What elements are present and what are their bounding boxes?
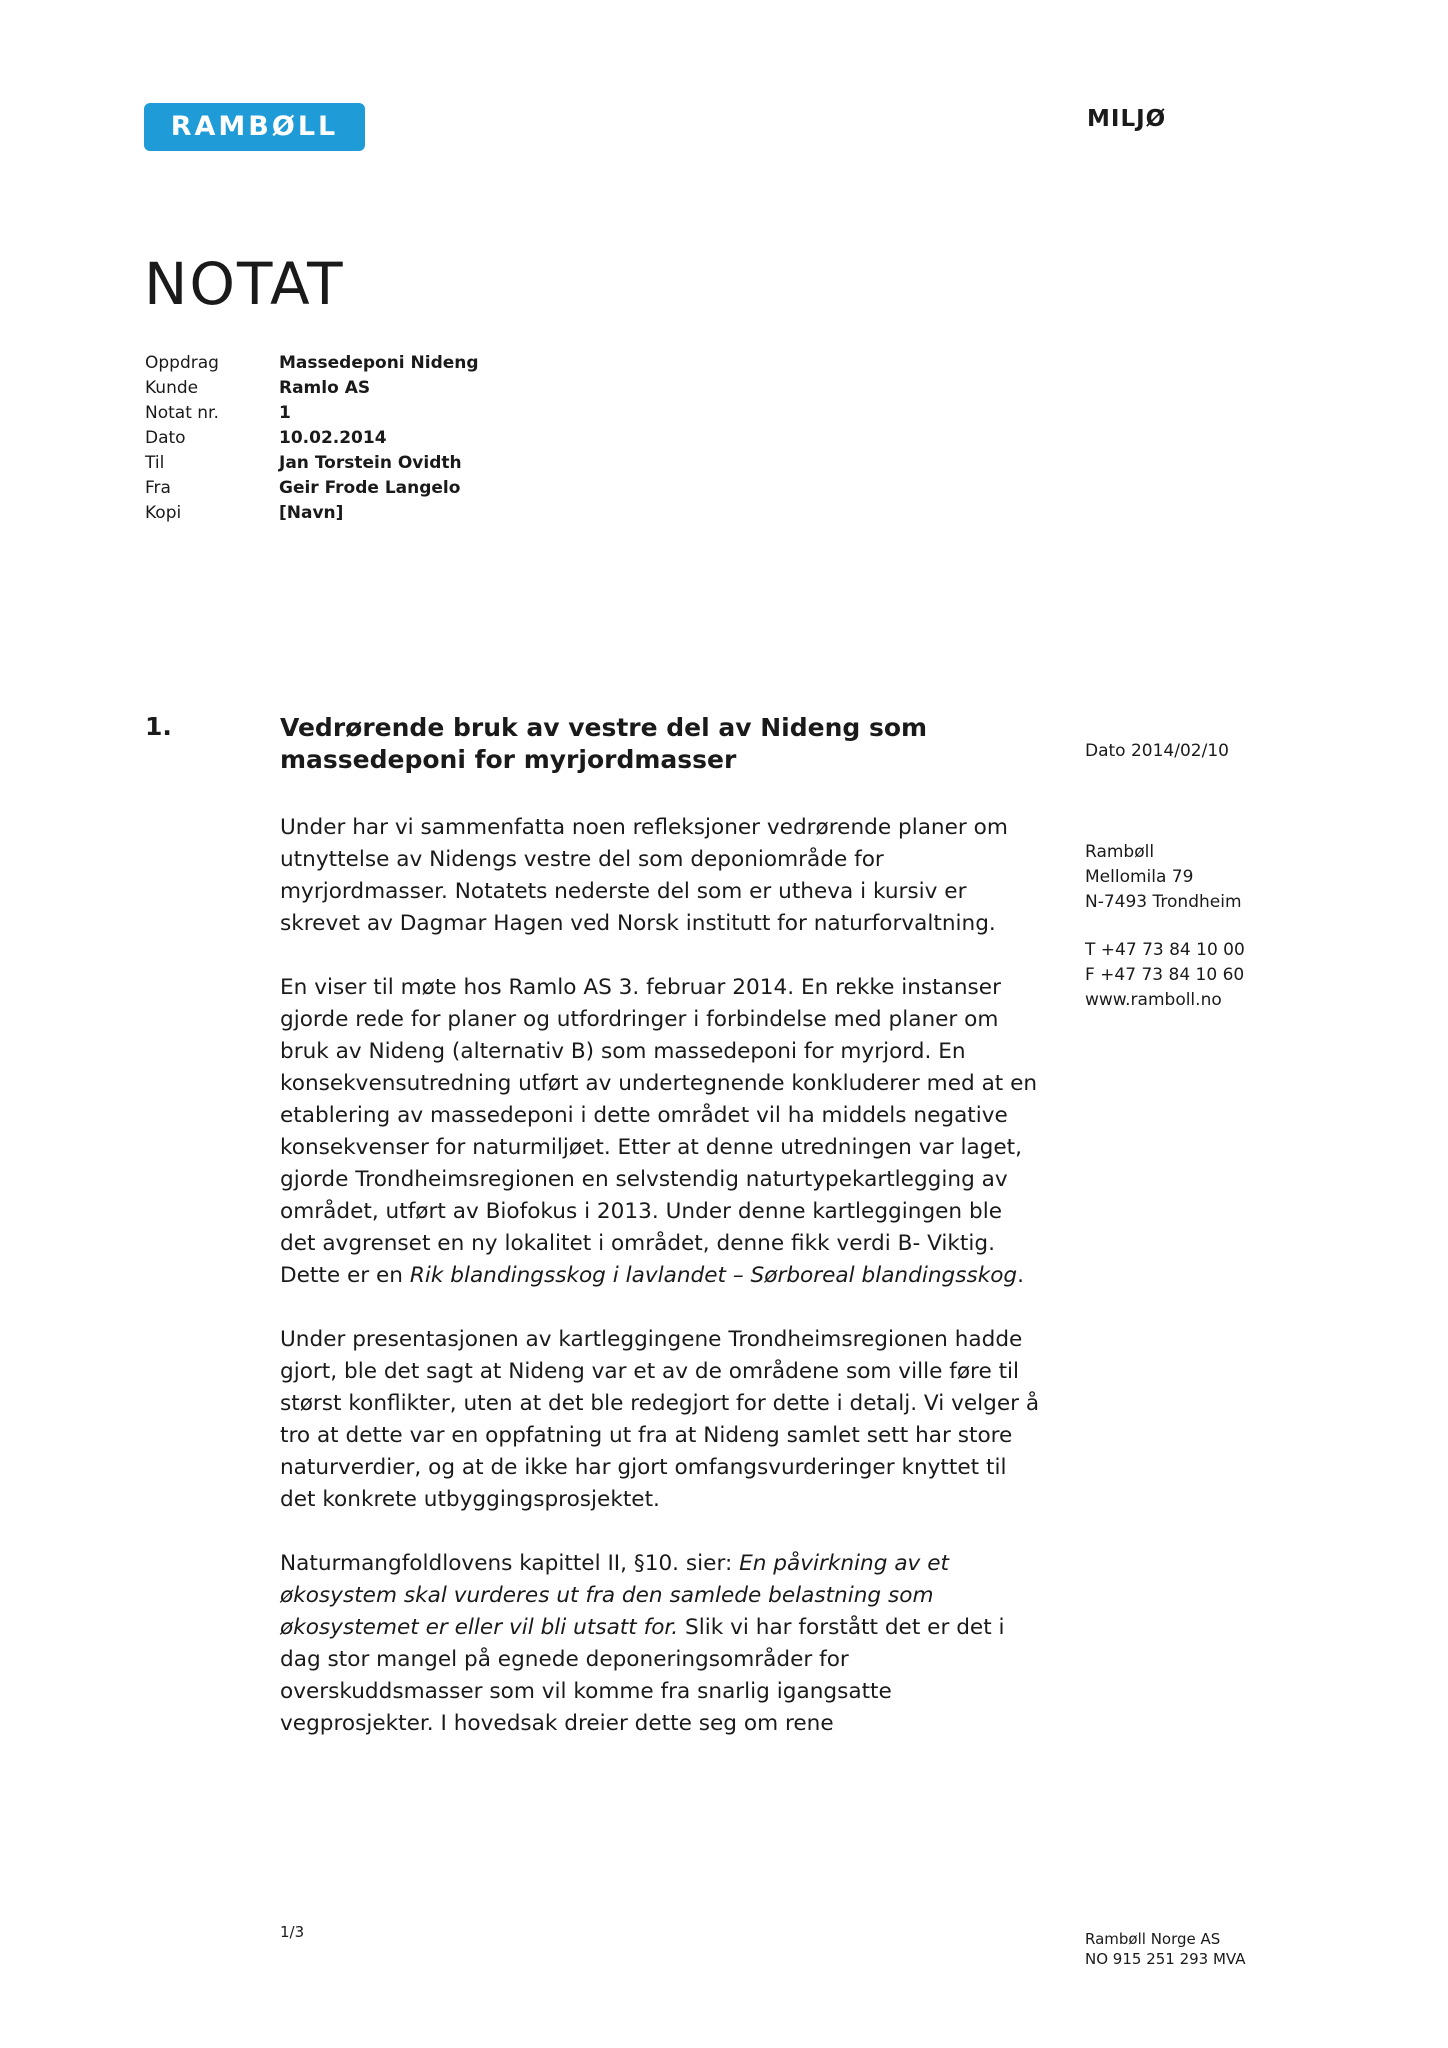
footer-company [1085, 1929, 1246, 1969]
meta-label: Notat nr. [145, 403, 219, 423]
italic-text: En påvirkning av et økosystem skal vurderes ut fra den samlede belastning som økosystemet er eller vil bli utsatt for. [280, 1551, 949, 1640]
department-label: MILJØ [1087, 106, 1167, 132]
meta-value: Massedeponi Nideng [279, 353, 479, 373]
meta-row-dato [145, 426, 479, 451]
body-text [280, 812, 1040, 1772]
paragraph-text: . [1017, 1263, 1025, 1288]
meta-row-notat-nr [145, 401, 479, 426]
meta-row-kunde [145, 376, 479, 401]
meta-label: Fra [145, 478, 171, 498]
company-name: Rambøll Norge AS [1085, 1930, 1221, 1948]
memo-metadata [145, 351, 479, 526]
address-line: N-7493 Trondheim [1085, 892, 1242, 912]
sidebar-contact [1085, 938, 1245, 1013]
meta-row-til [145, 451, 479, 476]
meta-row-kopi [145, 501, 479, 526]
meta-row-oppdrag [145, 351, 479, 376]
section-number: 1. [145, 712, 172, 741]
document-title: NOTAT [144, 250, 345, 318]
section-title-line-1: Vedrørende bruk av vestre del av Nideng som [280, 713, 928, 742]
meta-value: 10.02.2014 [279, 428, 387, 448]
meta-row-fra [145, 476, 479, 501]
meta-value: 1 [279, 403, 291, 423]
paragraph-4 [280, 1548, 1040, 1740]
paragraph-text: En viser til møte hos Ramlo AS 3. februar 2014. En rekke instanser gjorde rede for planer og utfordringer i forbindelse med planer om bruk av Nideng (alternativ B) som massedeponi for myrjord. En konsekvensutredning utført av undertegnende konkluderer med at en etablering av massedeponi i dette området vil ha middels negative konsekvenser for naturmiljøet. Etter at denne utredningen var laget, gjorde Trondheimsregionen en selvstendig naturtypekartlegging av området, utført av Biofokus i 2013. Under denne kartleggingen ble det avgrenset en ny lokalitet i området, denne fikk verdi B- Viktig. Dette er en [280, 975, 1038, 1288]
address-line: Rambøll [1085, 842, 1155, 862]
paragraph-text: Slik vi har forstått det er det i dag stor mangel på egnede deponeringsområder for overskuddsmasser som vil komme fra snarlig igangsatte vegprosjekter. I hovedsak dreier dette seg om rene [280, 1615, 1005, 1736]
address-line: Mellomila 79 [1085, 867, 1194, 887]
meta-label: Dato [145, 428, 186, 448]
section-title-line-2: massedeponi for myrjordmasser [280, 745, 737, 774]
section-title [280, 712, 980, 776]
page-number: 1/3 [280, 1923, 305, 1941]
meta-label: Kunde [145, 378, 199, 398]
website-link[interactable]: www.ramboll.no [1085, 990, 1222, 1010]
paragraph-text: Naturmangfoldlovens kapittel II, §10. sier: [280, 1551, 740, 1576]
paragraph-1: Under har vi sammenfatta noen refleksjoner vedrørende planer om utnyttelse av Nidengs vestre del som deponiområde for myrjordmasser. Notatets nederste del som er utheva i kursiv er skrevet av Dagmar Hagen ved Norsk institutt for naturforvaltning. [280, 815, 1008, 936]
ramboll-logo: RAMBØLL [144, 103, 365, 151]
sidebar-date: Dato 2014/02/10 [1085, 741, 1229, 761]
meta-label: Til [145, 453, 165, 473]
meta-value: [Navn] [279, 503, 344, 523]
italic-text: Rik blandingsskog i lavlandet – Sørboreal blandingsskog [409, 1263, 1018, 1288]
paragraph-3: Under presentasjonen av kartleggingene Trondheimsregionen hadde gjort, ble det sagt at Nideng var et av de områdene som ville føre til størst konflikter, uten at det ble redegjort for dette i detalj. Vi velger å tro at dette var en oppfatning ut fra at Nideng samlet sett har store naturverdier, og at de ikke har gjort omfangsvurderinger knyttet til det konkrete utbyggingsprosjektet. [280, 1327, 1040, 1512]
fax-number: F +47 73 84 10 60 [1085, 965, 1245, 985]
meta-value: Jan Torstein Ovidth [279, 453, 462, 473]
meta-label: Oppdrag [145, 353, 219, 373]
sidebar-address [1085, 840, 1242, 915]
paragraph-2 [280, 972, 1040, 1292]
meta-value: Ramlo AS [279, 378, 371, 398]
meta-label: Kopi [145, 503, 182, 523]
org-number: NO 915 251 293 MVA [1085, 1950, 1246, 1968]
phone-number: T +47 73 84 10 00 [1085, 940, 1245, 960]
meta-value: Geir Frode Langelo [279, 478, 461, 498]
